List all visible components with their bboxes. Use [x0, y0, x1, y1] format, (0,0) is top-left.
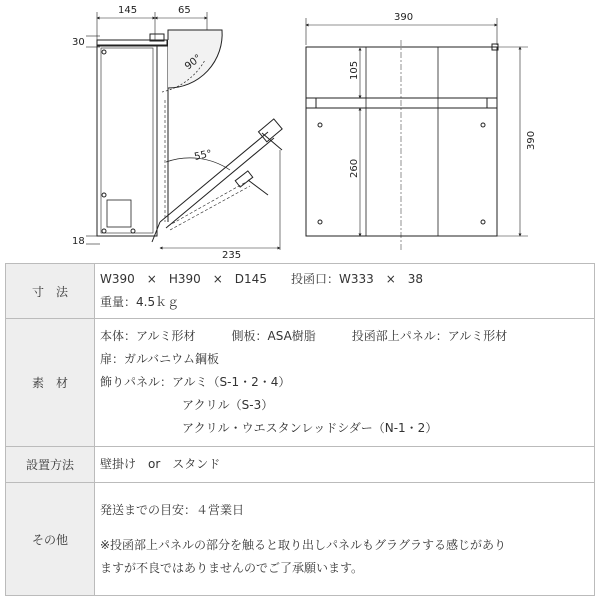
material-panel-acrylic: アクリル（S-3）	[182, 398, 274, 412]
size-value	[95, 264, 595, 319]
install-method: 壁掛け or スタンド	[100, 457, 221, 471]
dim-bottom-label: 18	[72, 236, 85, 247]
other-label: その他	[6, 483, 95, 596]
material-panel-cedar: アクリル・ウエスタンレッドシダー（N-1・2）	[182, 421, 438, 435]
install-value	[95, 447, 595, 483]
note-line-2: ますが不良ではありませんのでご了承願います。	[100, 560, 364, 575]
dim-lower-label: 260	[349, 158, 360, 178]
material-door: 扉：ガルバニウム鋼板	[100, 352, 220, 366]
material-label: 素 材	[6, 319, 95, 447]
material-body: 本体：アルミ形材 側板：ASA樹脂 投函部上パネル：アルミ形材	[100, 329, 508, 343]
material-value	[95, 319, 595, 447]
product-dimension-drawing	[0, 0, 600, 262]
other-row	[6, 483, 595, 596]
material-row	[6, 319, 595, 447]
dim-top-label: 30	[72, 37, 85, 48]
dim-lid-label: 65	[178, 5, 191, 16]
other-value	[95, 483, 595, 596]
note-line-1: ※投函部上パネルの部分を触ると取り出しパネルもグラグラする感じがあり	[100, 537, 507, 552]
install-row	[6, 447, 595, 483]
dim-depth-label: 145	[118, 5, 138, 16]
dim-door-open-label: 235	[222, 250, 242, 261]
size-weight: 重量：4.5ｋｇ	[100, 295, 180, 309]
dim-height-label: 390	[526, 130, 537, 150]
size-dimensions: W390 × H390 × D145 投函口：W333 × 38	[100, 272, 424, 286]
size-row	[6, 264, 595, 319]
shipping-estimate: 発送までの目安：４営業日	[100, 502, 245, 517]
angle-lid-label: 90°	[183, 52, 204, 73]
angle-door-label: 55°	[193, 148, 213, 163]
front-view	[306, 18, 528, 252]
spec-table	[5, 263, 595, 596]
size-label: 寸 法	[6, 264, 95, 319]
dim-width-label: 390	[394, 12, 414, 23]
dim-upper-label: 105	[349, 60, 360, 80]
install-label: 設置方法	[6, 447, 95, 483]
side-view	[86, 12, 282, 250]
material-panel: 飾りパネル：アルミ（S-1・2・4）	[100, 375, 291, 389]
